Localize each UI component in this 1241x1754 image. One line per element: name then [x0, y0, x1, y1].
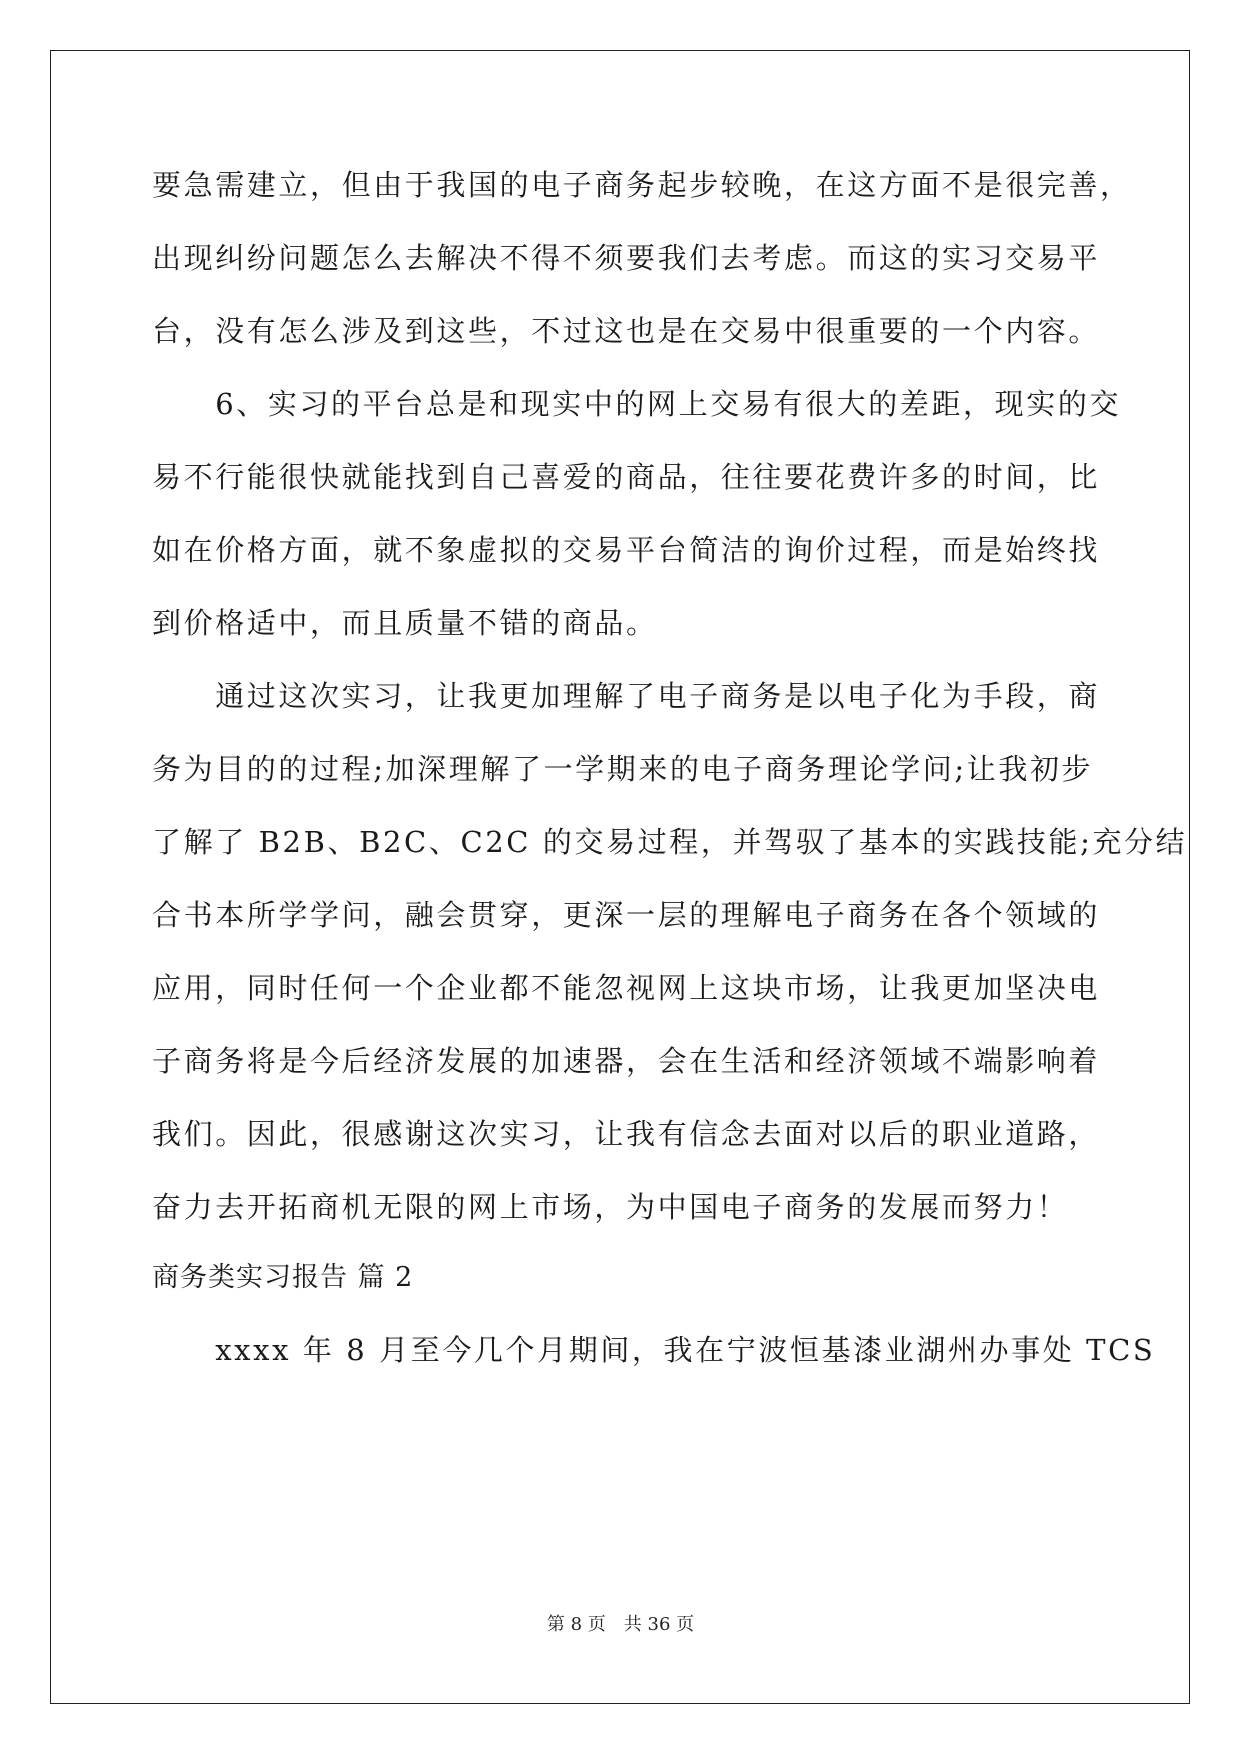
body-line: 要急需建立，但由于我国的电子商务起步较晚，在这方面不是很完善， — [152, 168, 1132, 202]
body-line: 务为目的的过程;加深理解了一学期来的电子商务理论学问;让我初步 — [152, 752, 1094, 786]
body-line: 到价格适中，而且质量不错的商品。 — [152, 606, 658, 640]
body-line: 台，没有怎么涉及到这些，不过这也是在交易中很重要的一个内容。 — [152, 314, 1101, 348]
body-line: 易不行能很快就能找到自己喜爱的商品，往往要花费许多的时间，比 — [152, 460, 1101, 494]
body-line: 子商务将是今后经济发展的加速器，会在生活和经济领域不端影响着 — [152, 1044, 1101, 1078]
body-line: 通过这次实习，让我更加理解了电子商务是以电子化为手段，商 — [152, 679, 1101, 713]
body-line: 我们。因此，很感谢这次实习，让我有信念去面对以后的职业道路， — [152, 1117, 1101, 1151]
body-line: 如在价格方面，就不象虚拟的交易平台简洁的询价过程，而是始终找 — [152, 533, 1101, 567]
body-line: 出现纠纷问题怎么去解决不得不须要我们去考虑。而这的实习交易平 — [152, 241, 1101, 275]
body-line: 6、实习的平台总是和现实中的网上交易有很大的差距，现实的交 — [152, 387, 1122, 421]
body-line: 合书本所学学问，融会贯穿，更深一层的理解电子商务在各个领域的 — [152, 898, 1101, 932]
body-line: xxxx 年 8 月至今几个月期间，我在宁波恒基漆业湖州办事处 TCS — [152, 1333, 1156, 1367]
page-number-footer: 第 8 页 共 36 页 — [546, 1614, 695, 1635]
body-line: 应用，同时任何一个企业都不能忽视网上这块市场，让我更加坚决电 — [152, 971, 1101, 1005]
body-line: 了解了 B2B、B2C、C2C 的交易过程，并驾驭了基本的实践技能;充分结 — [152, 825, 1188, 859]
body-line: 奋力去开拓商机无限的网上市场，为中国电子商务的发展而努力！ — [152, 1190, 1069, 1224]
section-heading: 商务类实习报告 篇 2 — [152, 1262, 414, 1293]
page-border — [50, 50, 1190, 1704]
